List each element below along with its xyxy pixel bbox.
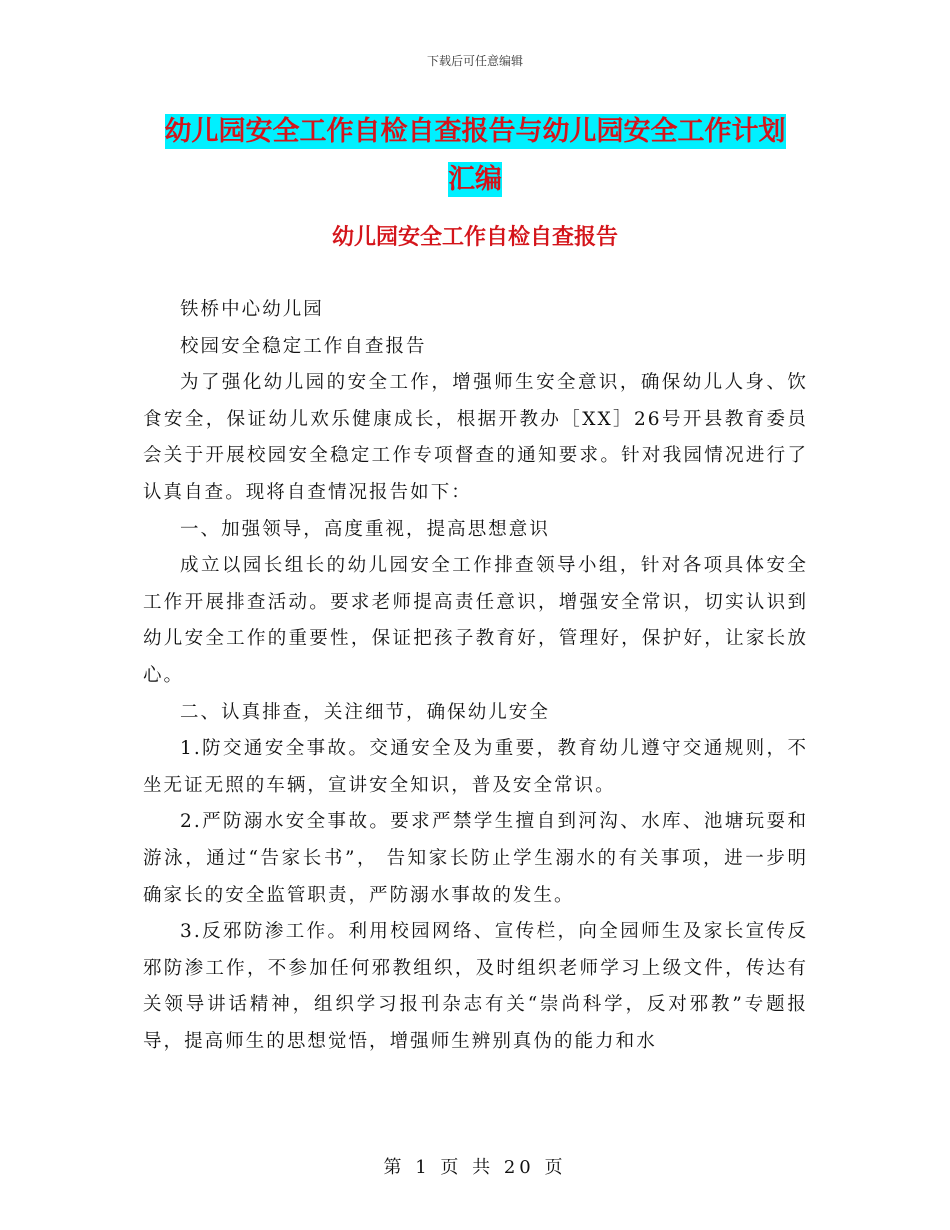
document-title-line-2: 汇编: [448, 164, 502, 195]
header-note: 下载后可任意编辑: [426, 54, 523, 68]
section-title: 幼儿园安全工作自检自查报告: [331, 225, 618, 250]
paragraph-report-name: 校园安全稳定工作自查报告: [180, 335, 427, 357]
paragraph-item-3: 3.反邪防渗工作。利用校园网络、宣传栏，向全园师生及家长宣传反邪防渗工作，不参加任何邪教组织，及时组织老师学习上级文件，传达有关领导讲话精神，组织学习报刊杂志有关“崇尚科学，反对邪教”专题报导，提高师生的思想觉悟，增强师生辨别真伪的能力和水: [143, 921, 808, 1052]
heading-section-2: 二、认真排查，关注细节，确保幼儿安全: [180, 701, 550, 723]
paragraph-school-name: 铁桥中心幼儿园: [180, 299, 324, 320]
paragraph-intro: 为了强化幼儿园的安全工作，增强师生安全意识，确保幼儿人身、饮食安全，保证幼儿欢乐健康成长，根据开教办［XX］26号开县教育委员会关于开展校园安全稳定工作专项督查的通知要求。针对我园情况进行了认真自查。现将自查情况报告如下：: [143, 372, 808, 503]
page-footer: 第 1 页 共 20 页: [383, 1157, 567, 1178]
paragraph-item-1: 1.防交通安全事故。交通安全及为重要，教育幼儿遵守交通规则，不坐无证无照的车辆，宣讲安全知识，普及安全常识。: [143, 738, 808, 796]
paragraph-item-2: 2.严防溺水安全事故。要求严禁学生擅自到河沟、水库、池塘玩耍和游泳，通过“告家长书”， 告知家长防止学生溺水的有关事项，进一步明确家长的安全监管职责，严防溺水事故的发生。: [143, 811, 808, 906]
paragraph-section-1: 成立以园长组长的幼儿园安全工作排查领导小组，针对各项具体安全工作开展排查活动。要求老师提高责任意识，增强安全常识，切实认识到幼儿安全工作的重要性，保证把孩子教育好，管理好，保护好，让家长放心。: [143, 555, 808, 686]
document-title-line-1: 幼儿园安全工作自检自查报告与幼儿园安全工作计划: [164, 116, 786, 147]
document-title: [140, 108, 810, 204]
document-body: [143, 292, 808, 1060]
heading-section-1: 一、加强领导，高度重视，提高思想意识: [180, 518, 550, 540]
